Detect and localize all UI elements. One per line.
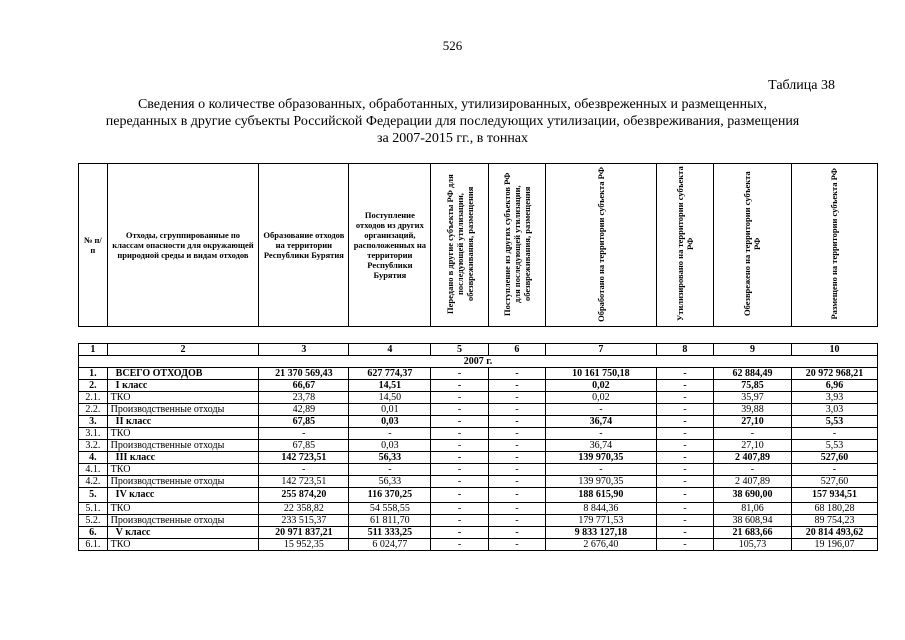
row-value: 39,88 — [714, 404, 792, 416]
row-value: - — [431, 452, 488, 464]
row-value: 27,10 — [714, 440, 792, 452]
row-value: 38 690,00 — [714, 488, 792, 503]
header-generated: Образование отходов на территории Республики Бурятия — [259, 164, 349, 327]
row-value: 19 196,07 — [791, 539, 877, 551]
row-value: 2 407,89 — [714, 452, 792, 464]
row-number: 4. — [79, 452, 108, 464]
row-value: - — [431, 527, 488, 539]
year-label: 2007 г. — [79, 356, 878, 368]
row-number: 5.2. — [79, 515, 108, 527]
row-value: - — [656, 539, 713, 551]
table-title — [60, 96, 845, 147]
row-value: 68 180,28 — [791, 503, 877, 515]
row-label: ВСЕГО ОТХОДОВ — [107, 368, 259, 380]
row-value: 14,50 — [349, 392, 431, 404]
column-number: 6 — [488, 344, 545, 356]
table-row — [79, 527, 878, 539]
row-value: - — [488, 392, 545, 404]
row-value: - — [431, 440, 488, 452]
row-value: 10 161 750,18 — [546, 368, 657, 380]
row-value: 6 024,77 — [349, 539, 431, 551]
header-transferred — [431, 164, 488, 327]
row-value: 105,73 — [714, 539, 792, 551]
row-value: 61 811,70 — [349, 515, 431, 527]
row-value: 75,85 — [714, 380, 792, 392]
table-row — [79, 440, 878, 452]
table-row — [79, 404, 878, 416]
table-row — [79, 464, 878, 476]
row-value: - — [488, 368, 545, 380]
row-label: ТКО — [107, 392, 259, 404]
row-value: 5,53 — [791, 440, 877, 452]
row-value: - — [431, 368, 488, 380]
row-number: 6.1. — [79, 539, 108, 551]
row-value: - — [656, 380, 713, 392]
title-line: за 2007-2015 гг., в тоннах — [376, 131, 529, 146]
header-processed-text: Обработано на территории субъекта РФ — [595, 166, 606, 322]
table-label: Таблица 38 — [768, 78, 835, 93]
row-value: - — [714, 464, 792, 476]
row-label: Производственные отходы — [107, 440, 259, 452]
table-row — [79, 452, 878, 464]
row-value: - — [259, 428, 349, 440]
row-value: 5,53 — [791, 416, 877, 428]
table-row — [79, 428, 878, 440]
row-value: 188 615,90 — [546, 488, 657, 503]
row-value: - — [656, 515, 713, 527]
row-value: - — [431, 380, 488, 392]
year-row — [79, 356, 878, 368]
column-number: 8 — [656, 344, 713, 356]
row-value: - — [656, 527, 713, 539]
row-label: II класс — [107, 416, 259, 428]
table-row — [79, 515, 878, 527]
row-number: 1. — [79, 368, 108, 380]
row-value: 21 683,66 — [714, 527, 792, 539]
header-received-other-text: Поступление из других субъектов РФ для последующей утилизации, обезвреживания, размещения — [501, 172, 532, 316]
row-value: 42,89 — [259, 404, 349, 416]
table-row — [79, 368, 878, 380]
row-number: 2.2. — [79, 404, 108, 416]
table-row — [79, 380, 878, 392]
row-value: 527,60 — [791, 452, 877, 464]
row-number: 5. — [79, 488, 108, 503]
header-number: № п/п — [79, 164, 108, 327]
row-value: - — [431, 515, 488, 527]
table-row — [79, 503, 878, 515]
row-number: 4.1. — [79, 464, 108, 476]
row-value: 81,06 — [714, 503, 792, 515]
row-value: - — [488, 539, 545, 551]
row-value: - — [431, 488, 488, 503]
row-value: 139 970,35 — [546, 476, 657, 488]
page-number: 526 — [442, 38, 463, 53]
column-number: 7 — [546, 344, 657, 356]
row-value: - — [431, 464, 488, 476]
column-number: 3 — [259, 344, 349, 356]
row-value: 20 971 837,21 — [259, 527, 349, 539]
row-value: 67,85 — [259, 416, 349, 428]
row-value: 66,67 — [259, 380, 349, 392]
row-label: ТКО — [107, 464, 259, 476]
row-label: ТКО — [107, 503, 259, 515]
row-value: 23,78 — [259, 392, 349, 404]
row-value: 179 771,53 — [546, 515, 657, 527]
row-value: 0,03 — [349, 416, 431, 428]
row-value: 255 874,20 — [259, 488, 349, 503]
row-value: 142 723,51 — [259, 476, 349, 488]
row-value: 9 833 127,18 — [546, 527, 657, 539]
column-number-row — [79, 344, 878, 356]
row-number: 3. — [79, 416, 108, 428]
row-value: - — [656, 404, 713, 416]
column-number: 1 — [79, 344, 108, 356]
header-transferred-text: Передано в другие субъекты РФ для последующей утилизации, обезвреживания, размещения — [444, 174, 475, 314]
row-value: - — [656, 416, 713, 428]
title-line: Сведения о количестве образованных, обработанных, утилизированных, обезвреженных и размещенных, — [137, 97, 768, 112]
table-row — [79, 476, 878, 488]
row-value: 511 333,25 — [349, 527, 431, 539]
row-value: 20 972 968,21 — [791, 368, 877, 380]
row-value: 2 407,89 — [714, 476, 792, 488]
title-line: переданных в другие субъекты Российской Федерации для последующих утилизации, обезвреживания, размещения — [105, 114, 800, 129]
row-value: - — [488, 515, 545, 527]
row-value: - — [488, 488, 545, 503]
row-value: 36,74 — [546, 416, 657, 428]
table-row — [79, 488, 878, 503]
row-value: 116 370,25 — [349, 488, 431, 503]
row-value: - — [431, 392, 488, 404]
row-value: 2 676,40 — [546, 539, 657, 551]
row-value: 139 970,35 — [546, 452, 657, 464]
row-value: 35,97 — [714, 392, 792, 404]
row-value: - — [791, 464, 877, 476]
header-utilized-text: Утилизировано на территории субъекта РФ — [674, 166, 695, 322]
table-row — [79, 539, 878, 551]
row-value: - — [656, 503, 713, 515]
row-value: 22 358,82 — [259, 503, 349, 515]
row-value: - — [488, 404, 545, 416]
row-number: 5.1. — [79, 503, 108, 515]
row-label: Производственные отходы — [107, 515, 259, 527]
row-value: - — [431, 428, 488, 440]
column-number: 5 — [431, 344, 488, 356]
row-value: 62 884,49 — [714, 368, 792, 380]
row-number: 2.1. — [79, 392, 108, 404]
row-value: 56,33 — [349, 476, 431, 488]
row-value: 0,01 — [349, 404, 431, 416]
row-value: - — [656, 464, 713, 476]
column-number: 4 — [349, 344, 431, 356]
header-placed-text: Размещено на территории субъекта РФ — [829, 168, 840, 320]
row-value: 20 814 493,62 — [791, 527, 877, 539]
row-value: 3,93 — [791, 392, 877, 404]
row-value: 627 774,37 — [349, 368, 431, 380]
row-label: V класс — [107, 527, 259, 539]
row-label: III класс — [107, 452, 259, 464]
row-value: 27,10 — [714, 416, 792, 428]
row-label: ТКО — [107, 428, 259, 440]
row-label: Производственные отходы — [107, 476, 259, 488]
row-value: - — [488, 452, 545, 464]
row-value: 6,96 — [791, 380, 877, 392]
row-value: - — [656, 488, 713, 503]
header-table — [78, 163, 878, 327]
row-value: 0,03 — [349, 440, 431, 452]
header-neutralized-text: Обезврежено на территории субъекта РФ — [742, 171, 763, 317]
row-value: - — [488, 416, 545, 428]
row-value: 15 952,35 — [259, 539, 349, 551]
row-value: - — [431, 539, 488, 551]
row-value: 56,33 — [349, 452, 431, 464]
row-value: - — [349, 464, 431, 476]
row-value: 527,60 — [791, 476, 877, 488]
row-value: - — [431, 476, 488, 488]
header-neutralized — [714, 164, 792, 327]
header-received-local: Поступление отходов из других организаций, расположенных на территории Республики Бурятия — [349, 164, 431, 327]
row-number: 4.2. — [79, 476, 108, 488]
row-value: 142 723,51 — [259, 452, 349, 464]
row-value: 8 844,36 — [546, 503, 657, 515]
header-received-other — [488, 164, 545, 327]
row-number: 3.1. — [79, 428, 108, 440]
header-utilized — [656, 164, 713, 327]
row-value: - — [488, 476, 545, 488]
row-value: 0,02 — [546, 392, 657, 404]
column-number: 2 — [107, 344, 259, 356]
row-number: 3.2. — [79, 440, 108, 452]
row-value: - — [656, 392, 713, 404]
row-value: - — [656, 476, 713, 488]
row-label: I класс — [107, 380, 259, 392]
table-row — [79, 392, 878, 404]
row-value: - — [431, 404, 488, 416]
row-value: - — [656, 368, 713, 380]
row-value: - — [656, 440, 713, 452]
row-label: Производственные отходы — [107, 404, 259, 416]
row-value: 233 515,37 — [259, 515, 349, 527]
row-value: - — [656, 428, 713, 440]
row-value: 89 754,23 — [791, 515, 877, 527]
table-row — [79, 416, 878, 428]
column-number: 10 — [791, 344, 877, 356]
row-label: ТКО — [107, 539, 259, 551]
row-value: - — [791, 428, 877, 440]
row-number: 2. — [79, 380, 108, 392]
row-value: - — [488, 440, 545, 452]
column-number: 9 — [714, 344, 792, 356]
row-value: - — [431, 503, 488, 515]
row-value: - — [546, 428, 657, 440]
header-placed — [791, 164, 877, 327]
header-processed — [546, 164, 657, 327]
row-value: - — [546, 404, 657, 416]
row-value: - — [488, 503, 545, 515]
row-value: - — [349, 428, 431, 440]
row-value: - — [656, 452, 713, 464]
data-table — [78, 343, 878, 551]
header-waste-type: Отходы, сгруппированные по классам опасности для окружающей природной среды и видам отходов — [107, 164, 259, 327]
row-value: - — [546, 464, 657, 476]
row-number: 6. — [79, 527, 108, 539]
row-value: - — [488, 428, 545, 440]
row-value: 3,03 — [791, 404, 877, 416]
row-value: - — [714, 428, 792, 440]
row-value: - — [488, 464, 545, 476]
row-value: 54 558,55 — [349, 503, 431, 515]
row-value: - — [259, 464, 349, 476]
row-value: 157 934,51 — [791, 488, 877, 503]
row-value: 38 608,94 — [714, 515, 792, 527]
row-label: IV класс — [107, 488, 259, 503]
row-value: 14,51 — [349, 380, 431, 392]
row-value: 36,74 — [546, 440, 657, 452]
row-value: 21 370 569,43 — [259, 368, 349, 380]
row-value: - — [488, 380, 545, 392]
row-value: 67,85 — [259, 440, 349, 452]
row-value: - — [488, 527, 545, 539]
row-value: - — [431, 416, 488, 428]
row-value: 0,02 — [546, 380, 657, 392]
